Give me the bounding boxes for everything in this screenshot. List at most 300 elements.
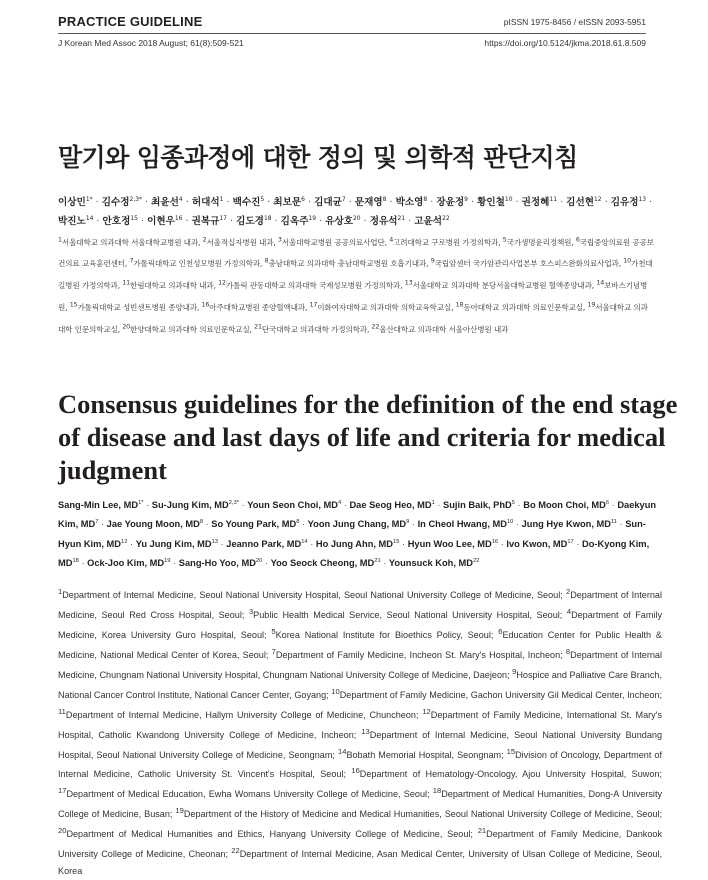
korean-affiliation — [122, 325, 254, 334]
english-author — [308, 519, 410, 529]
author-name: Dae Seog Heo, MD — [349, 500, 432, 510]
affiliation-number: 13 — [404, 279, 413, 287]
author-separator: · — [512, 197, 522, 208]
author-name: 유상호 — [325, 216, 353, 227]
affiliation-text: 국립암센터 국가암관리사업본부 호스피스완화의료사업과, — [434, 259, 624, 269]
author-separator: · — [78, 558, 88, 569]
author-name: Su-Jung Kim, MD — [151, 500, 229, 510]
author-separator: · — [601, 197, 611, 208]
author-separator: · — [399, 538, 408, 549]
korean-author-list — [58, 193, 654, 231]
affiliation-number: 2 — [202, 236, 207, 243]
affiliation-text: Department of Family Medicine, Dankook University College of Medicine, Cheonan; — [58, 829, 662, 860]
affiliation-number: 22 — [371, 323, 380, 331]
author-name: Yoo Seock Cheong, MD — [270, 558, 375, 569]
affiliation-number: 8 — [264, 257, 269, 265]
korean-author — [522, 197, 557, 208]
affiliation-number: 7 — [129, 257, 134, 265]
author-affiliation-marker: 20 — [353, 214, 361, 222]
affiliation-number: 12 — [422, 706, 431, 716]
author-separator: · — [316, 216, 326, 227]
affiliation-text: 동아대학교 의과대학 의료인문학교실, — [463, 303, 588, 313]
korean-author — [355, 197, 387, 208]
korean-author — [396, 197, 428, 208]
english-affiliation — [58, 587, 566, 601]
affiliation-number: 20 — [58, 826, 67, 836]
korean-affiliation — [122, 281, 218, 290]
author-name: Sujin Baik, PhD — [443, 500, 512, 510]
author-name: 황인철 — [477, 197, 505, 208]
affiliation-number: 15 — [69, 301, 78, 309]
author-affiliation-marker: 19 — [164, 558, 171, 565]
author-affiliation-marker: 7 — [341, 195, 346, 203]
author-affiliation-marker: 22 — [442, 214, 450, 222]
author-name: 김옥주 — [280, 216, 309, 227]
author-affiliation-marker: 2,3* — [129, 195, 142, 203]
affiliation-number: 18 — [455, 301, 464, 309]
author-affiliation-marker: 1 — [219, 195, 224, 203]
affiliation-text: Department of Family Medicine, Incheon St. Mary's Hospital, Incheon; — [275, 649, 566, 660]
author-name: 고윤석 — [414, 216, 443, 227]
affiliation-number: 14 — [596, 279, 605, 287]
english-author — [179, 558, 263, 568]
english-author — [523, 500, 609, 510]
author-affiliation-marker: 19 — [308, 214, 317, 222]
author-name: 김도경 — [236, 216, 264, 227]
korean-affiliation — [372, 325, 509, 334]
author-affiliation-marker: 4 — [178, 195, 183, 203]
affiliation-number: 4 — [389, 236, 394, 243]
korean-author — [325, 216, 360, 227]
author-affiliation-marker: 13 — [638, 195, 647, 203]
author-separator: · — [427, 197, 437, 208]
author-name: Yu Jung Kim, MD — [135, 538, 212, 549]
english-affiliation — [271, 646, 566, 660]
author-separator: · — [434, 500, 444, 510]
author-separator: · — [170, 558, 179, 569]
english-affiliation — [58, 826, 478, 840]
affiliation-number: 5 — [271, 626, 276, 636]
author-separator: · — [203, 519, 212, 530]
affiliation-number: 10 — [331, 686, 340, 696]
author-name: 안호정 — [102, 216, 131, 227]
author-name: Bo Moon Choi, MD — [523, 500, 606, 510]
korean-affiliation — [405, 281, 597, 290]
author-affiliation-marker: 6 — [605, 499, 610, 506]
author-affiliation-marker: 5 — [511, 499, 515, 506]
author-name: 최보문 — [273, 197, 302, 208]
author-name: Sun-Hyun Kim, MD — [58, 519, 646, 549]
author-affiliation-marker: 20 — [255, 558, 263, 565]
korean-author — [103, 216, 138, 227]
author-separator: · — [386, 197, 396, 208]
journal-citation: J Korean Med Assoc 2018 August; 61(8):509-521 — [58, 38, 244, 48]
author-name: 권정혜 — [521, 197, 550, 208]
author-affiliation-marker: 8 — [296, 519, 300, 526]
author-affiliation-marker: 12 — [593, 195, 602, 203]
author-separator: · — [609, 500, 618, 510]
english-affiliation — [58, 786, 433, 800]
affiliation-number: 3 — [277, 236, 282, 243]
author-name: Yoon Jung Chang, MD — [307, 519, 407, 530]
author-name: 박소영 — [395, 197, 424, 208]
korean-author — [233, 197, 265, 208]
korean-author — [611, 197, 646, 208]
english-author — [211, 519, 299, 529]
korean-affiliations — [58, 230, 654, 340]
english-author-list — [58, 496, 658, 574]
english-author — [418, 519, 514, 529]
affiliation-text: 서울적십자병원 내과, — [206, 237, 278, 247]
author-separator: · — [341, 500, 350, 510]
author-affiliation-marker: 10 — [504, 195, 513, 203]
affiliation-text: Department of Internal Medicine, Seoul Red Cross Hospital, Seoul; — [58, 590, 662, 620]
affiliation-text: 서울대학교 의과대학 분당서울대학교병원 혈액종양내과, — [412, 281, 597, 291]
author-affiliation-marker: 16 — [491, 538, 499, 545]
author-affiliation-marker: 17 — [567, 538, 574, 545]
author-separator: · — [238, 500, 248, 510]
author-separator: · — [405, 216, 415, 227]
affiliation-text: Department of Internal Medicine, Seoul National University Hospital, Seoul National University College of Medicine, Seoul; — [62, 590, 566, 601]
english-author — [443, 500, 515, 510]
affiliation-number: 10 — [623, 257, 632, 265]
english-affiliations — [58, 584, 662, 880]
korean-author — [236, 216, 271, 227]
author-name: Jung Hye Kwon, MD — [521, 519, 611, 530]
korean-author — [414, 216, 449, 227]
affiliation-text: Department of Family Medicine, Korea University Guro Hospital, Seoul; — [58, 609, 662, 640]
korean-author — [314, 197, 346, 208]
author-affiliation-marker: 4 — [337, 499, 342, 506]
author-separator: · — [467, 197, 478, 208]
author-affiliation-marker: 21 — [397, 214, 406, 222]
affiliation-number: 1 — [58, 236, 62, 243]
affiliation-number: 22 — [231, 846, 240, 856]
article-type-label: PRACTICE GUIDELINE — [58, 14, 203, 29]
author-separator: · — [218, 538, 227, 549]
korean-affiliation — [70, 303, 202, 312]
author-affiliation-marker: 7 — [95, 519, 99, 526]
affiliation-text: 국가생명윤리정책원, — [506, 237, 576, 247]
affiliation-text: Department of Medical Humanities and Ethics, Hanyang University College of Medicine, Seoul; — [66, 829, 478, 840]
korean-author — [281, 216, 316, 227]
author-name: 정유석 — [369, 216, 398, 227]
author-separator: · — [514, 500, 524, 510]
author-affiliation-marker: 8 — [199, 519, 204, 526]
korean-author — [436, 197, 468, 208]
author-affiliation-marker: 14 — [301, 538, 308, 545]
affiliation-text: 한양대학교 의과대학 의료인문학교실, — [130, 325, 255, 335]
korean-affiliation — [456, 303, 588, 312]
affiliation-text: 울산대학교 의과대학 서울아산병원 내과 — [379, 325, 509, 335]
author-separator: · — [143, 500, 152, 510]
english-author — [152, 500, 239, 510]
author-separator: · — [557, 197, 567, 208]
affiliation-number: 6 — [498, 626, 503, 636]
author-name: Jae Young Moon, MD — [106, 519, 200, 530]
author-name: 박진노 — [58, 216, 86, 227]
english-author — [247, 500, 341, 510]
affiliation-number: 5 — [502, 236, 507, 243]
affiliation-text: Department of Internal Medicine, Hallym University College of Medicine, Chuncheon; — [65, 709, 423, 720]
affiliation-text: 서울대학교 의과대학 인문의학교실, — [58, 303, 648, 335]
author-name: 김수정 — [101, 197, 130, 208]
author-affiliation-marker: 17 — [219, 214, 227, 222]
korean-affiliation — [202, 303, 310, 312]
english-title: Consensus guidelines for the definition of the end stage of disease and last days of life and criteria for medical judgment — [58, 389, 678, 485]
author-separator: · — [182, 216, 192, 227]
author-affiliation-marker: 11 — [610, 519, 617, 526]
korean-author — [58, 216, 93, 227]
affiliation-text: Department of Family Medicine, Gachon University Gil Medical Center, Incheon; — [339, 689, 662, 700]
english-affiliation — [331, 686, 662, 700]
english-affiliation — [248, 606, 567, 620]
author-affiliation-marker: 6 — [301, 195, 305, 203]
english-author — [389, 558, 479, 568]
author-affiliation-marker: 9 — [406, 519, 410, 526]
affiliation-number: 16 — [351, 766, 360, 776]
english-author — [58, 500, 144, 510]
affiliation-number: 9 — [430, 257, 435, 265]
author-affiliation-marker: 13 — [211, 538, 219, 545]
english-affiliation — [338, 746, 507, 760]
korean-affiliation — [389, 238, 503, 247]
affiliation-text: Department of Internal Medicine, Seoul National University Bundang Hospital, Seoul National University College of Medicine, Seongnam; — [58, 729, 663, 760]
author-name: 이현우 — [147, 216, 175, 227]
author-affiliation-marker: 1 — [431, 499, 435, 506]
affiliation-text: Department of Internal Medicine, Asan Medical Center, University of Ulsan College of Medicine, Seoul, Korea — [58, 849, 662, 877]
author-name: Sang-Ho Yoo, MD — [178, 558, 256, 569]
english-author — [271, 558, 381, 568]
affiliation-number: 14 — [338, 746, 347, 756]
author-separator: · — [137, 216, 148, 227]
author-affiliation-marker: 16 — [174, 214, 183, 222]
korean-author — [102, 197, 142, 208]
affiliation-number: 8 — [565, 646, 571, 656]
affiliation-number: 13 — [361, 726, 370, 736]
korean-author — [370, 216, 405, 227]
korean-affiliation — [278, 238, 389, 247]
affiliation-text: Division of Oncology, Department of Internal Medicine, Catholic University St. Vincent's Hospital, Seoul; — [58, 749, 662, 780]
affiliation-text: Department of the History of Medicine and Medical Humanities, Seoul National University College of Medicine, Seoul; — [183, 809, 663, 820]
author-separator: · — [264, 197, 274, 208]
author-affiliation-marker: 10 — [506, 519, 514, 526]
affiliation-number: 18 — [432, 786, 442, 796]
author-name: So Young Park, MD — [211, 519, 297, 530]
author-separator: · — [573, 538, 583, 549]
korean-author — [192, 216, 227, 227]
affiliation-text: 서울대학교 의과대학 서울대학교병원 내과, — [61, 237, 203, 247]
affiliation-text: 충남대학교 의과대학 충남대학교병원 호흡기내과, — [268, 259, 431, 269]
author-separator: · — [380, 558, 389, 569]
korean-affiliation — [58, 238, 203, 247]
author-affiliation-marker: 15 — [393, 538, 400, 545]
author-affiliation-marker: 14 — [85, 214, 94, 222]
english-author — [349, 500, 434, 510]
author-separator: · — [616, 519, 626, 530]
author-affiliation-marker: 2,3* — [228, 499, 239, 506]
korean-affiliation — [265, 259, 431, 268]
affiliation-number: 11 — [122, 279, 131, 287]
author-separator: · — [226, 216, 237, 227]
korean-author — [566, 197, 601, 208]
affiliation-number: 19 — [587, 301, 596, 309]
english-author — [408, 539, 498, 549]
korean-title: 말기와 임종과정에 대한 정의 및 의학적 판단지침 — [58, 143, 578, 172]
author-name: 문재영 — [354, 197, 383, 208]
author-separator: · — [646, 197, 653, 208]
korean-author — [151, 197, 183, 208]
author-affiliation-marker: 11 — [549, 195, 558, 203]
author-separator: · — [93, 216, 103, 227]
author-separator: · — [182, 197, 192, 208]
author-name: Do-Kyong Kim, MD — [58, 538, 650, 569]
korean-author — [147, 216, 182, 227]
english-author — [316, 539, 400, 549]
korean-affiliation — [254, 325, 371, 334]
affiliation-number: 7 — [271, 646, 276, 656]
affiliation-number: 16 — [201, 301, 210, 309]
affiliation-number: 9 — [512, 666, 517, 676]
affiliation-text: 국립중앙의료원 공공보건의료 교육훈련센터, — [58, 237, 654, 269]
author-affiliation-marker: 21 — [374, 558, 381, 565]
author-affiliation-marker: 9 — [464, 195, 468, 203]
affiliation-number: 2 — [565, 587, 571, 596]
affiliation-text: 가톨릭대학교 인천성모병원 가정의학과, — [133, 259, 265, 269]
author-name: In Cheol Hwang, MD — [417, 519, 507, 530]
author-name: Daekyun Kim, MD — [58, 500, 657, 530]
author-name: Jeanno Park, MD — [226, 538, 302, 549]
affiliation-text: Department of Family Medicine, International St. Mary's Hospital, Catholic Kwandong University College of Medicine, Incheon; — [58, 709, 662, 740]
affiliation-number: 19 — [175, 806, 184, 816]
affiliation-number: 15 — [506, 746, 516, 756]
affiliation-text: Hospice and Palliative Care Branch, National Cancer Control Institute, National Cancer Center, Goyang; — [58, 669, 662, 700]
author-name: Ho Jung Ahn, MD — [315, 538, 394, 549]
author-name: Youn Seon Choi, MD — [247, 500, 338, 510]
author-separator: · — [304, 197, 315, 208]
author-separator: · — [223, 197, 233, 208]
korean-affiliation — [203, 238, 278, 247]
author-name: 이상민 — [58, 197, 86, 208]
affiliation-text: 이화여자대학교 의과대학 의학교육학교실, — [317, 303, 456, 313]
author-affiliation-marker: 22 — [472, 558, 480, 565]
english-affiliation — [175, 806, 663, 820]
affiliation-text: Department of Internal Medicine, Chungnam National University Hospital, Chungnam National University College of Medicine, Daejeon; — [58, 649, 662, 680]
korean-author — [273, 197, 305, 208]
affiliation-number: 6 — [575, 236, 580, 243]
korean-affiliation — [129, 259, 264, 268]
author-name: Ivo Kwon, MD — [506, 538, 568, 549]
affiliation-text: Korea National Institute for Bioethics Policy, Seoul; — [275, 629, 499, 640]
affiliation-text: 가천대 길병원 가정의학과, — [58, 259, 653, 291]
affiliation-text: 서울대학교병원 공공의료사업단, — [281, 237, 390, 247]
author-affiliation-marker: 15 — [130, 214, 138, 222]
affiliation-text: 보바스기념병원, — [58, 281, 648, 313]
affiliation-number: 17 — [58, 786, 67, 796]
korean-affiliation — [431, 259, 624, 268]
author-affiliation-marker: 18 — [72, 558, 79, 565]
author-affiliation-marker: 12 — [121, 538, 128, 545]
author-name: 김대균 — [314, 197, 342, 208]
author-name: Sang-Min Lee, MD — [58, 500, 139, 510]
author-affiliation-marker: 5 — [260, 195, 265, 203]
author-name: Hyun Woo Lee, MD — [407, 538, 492, 549]
affiliation-text: Public Health Medical Service, Seoul National University Hospital, Seoul; — [253, 609, 567, 620]
affiliation-number: 21 — [477, 826, 487, 836]
affiliation-text: Department of Medical Humanities, Dong-A University College of Medicine, Busan; — [58, 789, 663, 820]
affiliation-text: 아주대학교병원 종양혈액내과, — [209, 303, 310, 313]
author-name: 최윤선 — [151, 197, 179, 208]
affiliation-text: Bobath Memorial Hospital, Seongnam; — [346, 749, 507, 760]
issn-text: pISSN 1975-8456 / eISSN 2093-5951 — [503, 17, 646, 27]
affiliation-text: Department of Hematology-Oncology, Ajou University Hospital, Suwon; — [359, 769, 662, 780]
affiliation-number: 11 — [58, 706, 66, 716]
korean-affiliation — [309, 303, 455, 312]
english-author — [87, 558, 170, 568]
author-name: 허대석 — [191, 197, 220, 208]
author-name: 김유정 — [610, 197, 639, 208]
author-name: 김선현 — [566, 197, 594, 208]
affiliation-number: 12 — [218, 279, 226, 287]
english-affiliation — [58, 706, 423, 720]
english-author — [107, 519, 203, 529]
author-separator: · — [98, 519, 107, 530]
affiliation-number: 20 — [122, 323, 131, 331]
author-separator: · — [299, 519, 308, 530]
affiliation-number: 4 — [566, 606, 572, 616]
affiliation-number: 1 — [58, 587, 63, 596]
author-affiliation-marker: 8 — [382, 195, 387, 203]
header-divider — [58, 33, 646, 34]
doi-link[interactable]: https://doi.org/10.5124/jkma.2018.61.8.509 — [484, 38, 646, 48]
affiliation-number: 3 — [248, 606, 254, 616]
author-affiliation-marker: 1* — [138, 499, 144, 506]
author-separator: · — [345, 197, 355, 208]
author-separator: · — [513, 519, 522, 530]
korean-affiliation — [218, 281, 405, 290]
korean-author — [192, 197, 224, 208]
english-author — [506, 539, 573, 549]
author-separator: · — [307, 538, 316, 549]
author-name: 권복규 — [191, 216, 220, 227]
korean-affiliation — [503, 238, 576, 247]
affiliation-text: 고려대학교 구로병원 가정의학과, — [393, 237, 503, 247]
author-affiliation-marker: 8 — [423, 195, 428, 203]
english-author — [136, 539, 218, 549]
author-separator: · — [409, 519, 418, 530]
author-separator: · — [262, 558, 271, 569]
affiliation-text: 한림대학교 의과대학 내과, — [130, 281, 219, 291]
author-separator: · — [271, 216, 281, 227]
author-affiliation-marker: 1* — [85, 195, 93, 203]
author-name: Younsuck Koh, MD — [388, 558, 473, 569]
english-affiliation — [271, 626, 499, 640]
english-author — [226, 539, 307, 549]
author-separator: · — [360, 216, 370, 227]
affiliation-text: 가톨릭 관동대학교 의과대학 국제성모병원 가정의학과, — [225, 281, 405, 291]
affiliation-text: Department of Medical Education, Ewha Womans University College of Medicine, Seoul; — [66, 789, 433, 800]
author-separator: · — [498, 538, 507, 549]
author-separator: · — [141, 197, 152, 208]
affiliation-text: 단국대학교 의과대학 가정의학과, — [261, 325, 372, 335]
affiliation-text: Education Center for Public Health & Medicine, National Medical Center of Korea, Seoul; — [58, 629, 662, 660]
affiliation-number: 17 — [309, 301, 318, 309]
author-name: Ock-Joo Kim, MD — [87, 558, 165, 569]
author-separator: · — [127, 538, 136, 549]
author-name: 백수진 — [232, 197, 261, 208]
english-affiliation — [351, 766, 662, 780]
affiliation-text: 가톨릭대학교 성빈센트병원 종양내과, — [77, 303, 202, 313]
